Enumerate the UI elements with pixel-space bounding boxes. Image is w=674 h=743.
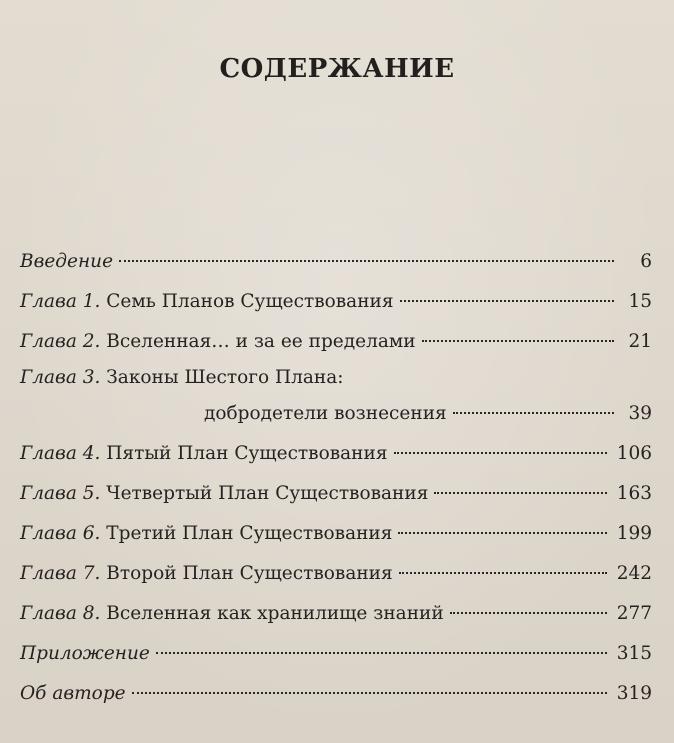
dot-leader [399,572,607,574]
chapter-prefix: Глава 6. [20,523,101,544]
chapter-prefix: Глава 4. [20,443,101,464]
chapter-title-line2: добродетели вознесения [204,403,447,424]
toc-entry-label [20,594,444,634]
dot-leader [400,300,614,302]
chapter-prefix: Глава 7. [20,563,101,584]
dot-leader [394,452,607,454]
chapter-prefix: Глава 5. [20,483,101,504]
toc-entry-chapter-5[interactable] [20,474,652,514]
chapter-prefix: Глава 2. [20,331,101,352]
toc-entry-chapter-2[interactable] [20,322,652,362]
toc-entry-about-author[interactable] [20,674,652,714]
dot-leader [453,412,614,414]
chapter-title: Вселенная как хранилище знаний [106,603,444,624]
toc-entry-label: Приложение [20,643,150,664]
toc-entry-label [20,514,392,554]
toc-entry-chapter-3[interactable] [20,362,652,434]
table-of-contents [20,242,652,714]
toc-page-number: 6 [640,251,652,272]
chapter-title: Четвертый План Существования [106,483,429,504]
chapter-title-line1: Законы Шестого Плана: [106,367,344,388]
toc-entry-label [20,434,388,474]
toc-entry-chapter-6[interactable] [20,514,652,554]
toc-entry-label: Введение [20,251,114,272]
toc-entry-label: Об авторе [20,683,126,704]
toc-page-number: 21 [628,331,652,352]
dot-leader [156,652,607,654]
chapter-title: Семь Планов Существования [106,291,394,312]
toc-entry-chapter-8[interactable] [20,594,652,634]
toc-page-number: 242 [616,563,652,584]
toc-entry-chapter-7[interactable] [20,554,652,594]
dot-leader [398,532,606,534]
dot-leader [119,260,614,262]
chapter-title: Второй План Существования [106,563,393,584]
chapter-prefix: Глава 3. [20,367,101,388]
chapter-title: Третий План Существования [106,523,393,544]
chapter-prefix: Глава 1. [20,291,101,312]
dot-leader [422,340,614,342]
toc-entry-label [20,362,652,394]
toc-page-number: 163 [616,483,652,504]
dot-leader [434,492,606,494]
toc-entry-chapter-4[interactable] [20,434,652,474]
chapter-title: Вселенная… и за ее пределами [106,331,416,352]
toc-entry-label [20,554,393,594]
chapter-prefix: Глава 8. [20,603,101,624]
toc-page-number: 106 [616,443,652,464]
toc-page-number: 315 [616,643,652,664]
chapter-title: Пятый План Существования [106,443,388,464]
toc-entry-label [20,282,394,322]
toc-entry-chapter-1[interactable] [20,282,652,322]
toc-page-number: 39 [628,403,652,424]
toc-page-number: 319 [616,683,652,704]
toc-entry-appendix[interactable] [20,634,652,674]
toc-page-number: 15 [628,291,652,312]
toc-page-number: 277 [616,603,652,624]
toc-page-number: 199 [616,523,652,544]
page-title: СОДЕРЖАНИЕ [219,54,455,84]
dot-leader [132,692,607,694]
toc-entry-label [20,322,416,362]
dot-leader [450,612,607,614]
toc-entry-intro[interactable] [20,242,652,282]
toc-entry-label [20,474,428,514]
